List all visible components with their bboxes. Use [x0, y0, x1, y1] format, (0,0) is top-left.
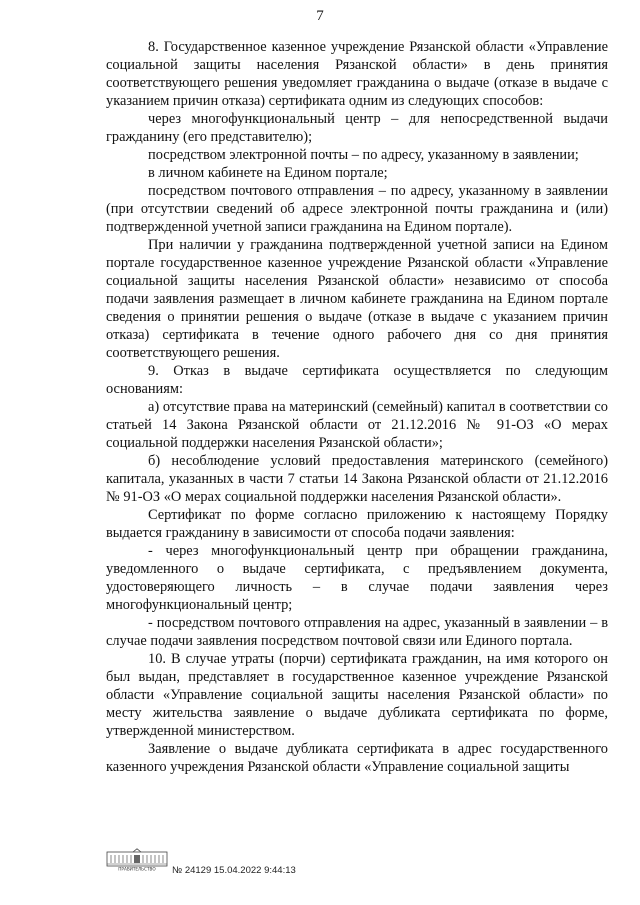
footer	[106, 848, 626, 888]
method-portal-cabinet: в личном кабинете на Едином портале;	[148, 165, 388, 181]
paragraph-9: 9. Отказ в выдаче сертификата осуществляется по следующим основаниям:	[106, 363, 608, 397]
method-post: посредством почтового отправления – по адресу, указанному в заявлении (при отсутствии сведений об адресе электронной почты гражданина и (или) подтвержденной учетной записи гражданина на Едином портале).	[106, 183, 608, 235]
paragraph-10: 10. В случае утраты (порчи) сертификата гражданин, на имя которого он был выдан, представляет в государственное казенное учреждение Рязанской области «Управление социальной защиты населения Рязанской области» по месту жительства заявление о выдаче дубликата сертификата по форме, утвержденной министерством.	[106, 651, 608, 739]
paragraph-8: 8. Государственное казенное учреждение Рязанской области «Управление социальной защиты населения Рязанской области» в день принятия соответствующего решения уведомляет гражданина о выдаче (отказе в выдаче с указанием причин отказа) сертификата одним из следующих способов:	[106, 39, 608, 109]
footer-logo-text: ПРАВИТЕЛЬСТВО	[118, 866, 156, 872]
issue-via-mfc: - через многофункциональный центр при обращении гражданина, уведомленного о выдаче сертификата, с предъявлением документа, удостоверяющего личность – в случае подачи заявления через многофункциональный центр;	[106, 543, 608, 613]
method-mfc: через многофункциональный центр – для непосредственной выдачи гражданину (его представителю);	[106, 111, 608, 145]
paragraph-duplicate-application: Заявление о выдаче дубликата сертификата в адрес государственного казенного учреждения Рязанской области «Управление социальной защиты	[106, 741, 608, 775]
paragraph-portal-notice: При наличии у гражданина подтвержденной учетной записи на Едином портале государственное казенное учреждение Рязанской области «Управление социальной защиты населения Рязанской области» независимо от способа подачи заявления размещает в личном кабинете гражданина на Едином портале сведения о принятии решения о выдаче (отказе в выдаче с указанием причин отказа) сертификата в течение одного рабочего дня со дня принятия соответствующего решения.	[106, 237, 608, 361]
page-number: 7	[316, 8, 324, 24]
method-email: посредством электронной почты – по адресу, указанному в заявлении;	[148, 147, 579, 163]
issue-via-post: - посредством почтового отправления на адрес, указанный в заявлении – в случае подачи заявления посредством почтовой связи или Единого портала.	[106, 615, 608, 649]
refusal-reason-b: б) несоблюдение условий предоставления материнского (семейного) капитала, указанных в части 7 статьи 14 Закона Рязанской области от 21.12.2016 № 91-ОЗ «О мерах социальной поддержки населения Рязанской области».	[106, 453, 608, 505]
document-registration-code: № 24129 15.04.2022 9:44:13	[172, 865, 296, 876]
paragraph-certificate-issue: Сертификат по форме согласно приложению к настоящему Порядку выдается гражданину в зависимости от способа подачи заявления:	[106, 507, 608, 541]
government-building-icon	[106, 848, 168, 872]
refusal-reason-a: а) отсутствие права на материнский (семейный) капитал в соответствии со статьей 14 Закона Рязанской области от 21.12.2016 № 91-ОЗ «О мерах социальной поддержки населения Рязанской области»;	[106, 399, 608, 451]
document-body	[106, 38, 608, 776]
